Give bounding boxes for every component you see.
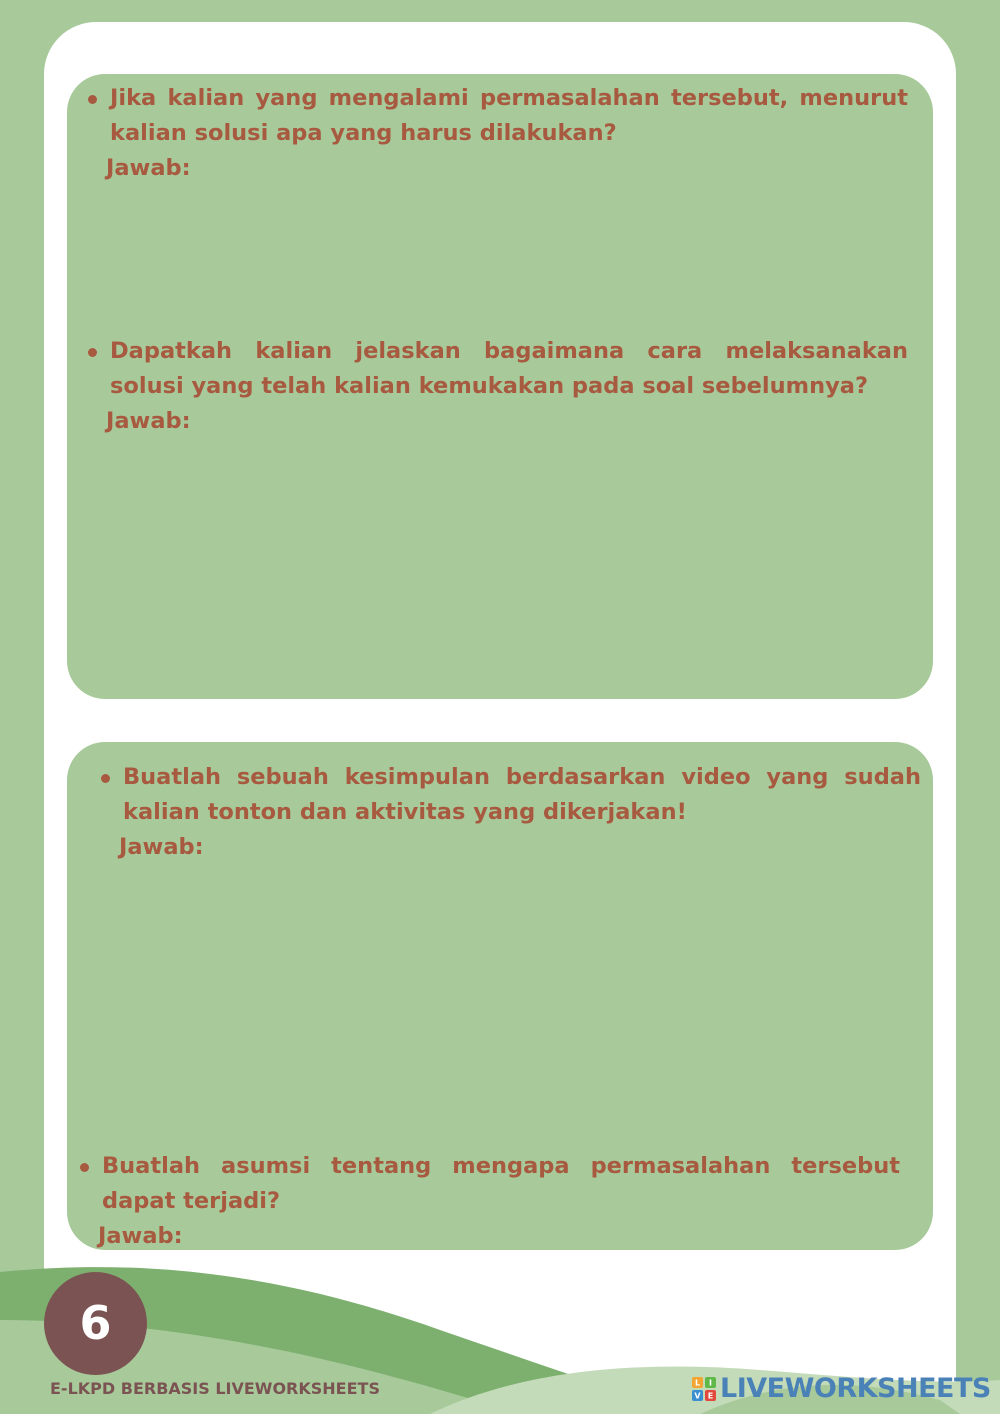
- logo-letter-l: L: [694, 1378, 701, 1388]
- question-text: Jika kalian yang mengalami permasalahan tersebut, menurut kalian solusi apa yang harus dilakukan?: [110, 85, 908, 146]
- page-number-badge: 6: [44, 1272, 147, 1375]
- answer-label: Jawab:: [106, 155, 191, 181]
- question-1: [82, 81, 908, 186]
- liveworksheets-logo-icon: [692, 1377, 716, 1401]
- brand-text: LIVEWORKSHEETS: [720, 1373, 991, 1404]
- question-text: Buatlah asumsi tentang mengapa permasalahan tersebut dapat terjadi?: [102, 1153, 900, 1214]
- question-text: Dapatkah kalian jelaskan bagaimana cara melaksanakan solusi yang telah kalian kemukakan pada soal sebelumnya?: [110, 338, 908, 399]
- answer-label: Jawab:: [106, 408, 191, 434]
- question-4: [74, 1149, 900, 1254]
- footer-caption: E-LKPD BERBASIS LIVEWORKSHEETS: [50, 1379, 380, 1398]
- logo-letter-i: I: [709, 1378, 712, 1388]
- logo-letter-v: V: [694, 1391, 701, 1401]
- answer-label: Jawab:: [119, 834, 204, 860]
- question-text: Buatlah sebuah kesimpulan berdasarkan video yang sudah kalian tonton dan aktivitas yang dikerjakan!: [123, 764, 921, 825]
- question-2: [82, 334, 908, 439]
- liveworksheets-brand: [692, 1371, 991, 1407]
- answer-label: Jawab:: [98, 1223, 183, 1249]
- question-3: [95, 760, 921, 865]
- logo-letter-e: E: [707, 1391, 714, 1401]
